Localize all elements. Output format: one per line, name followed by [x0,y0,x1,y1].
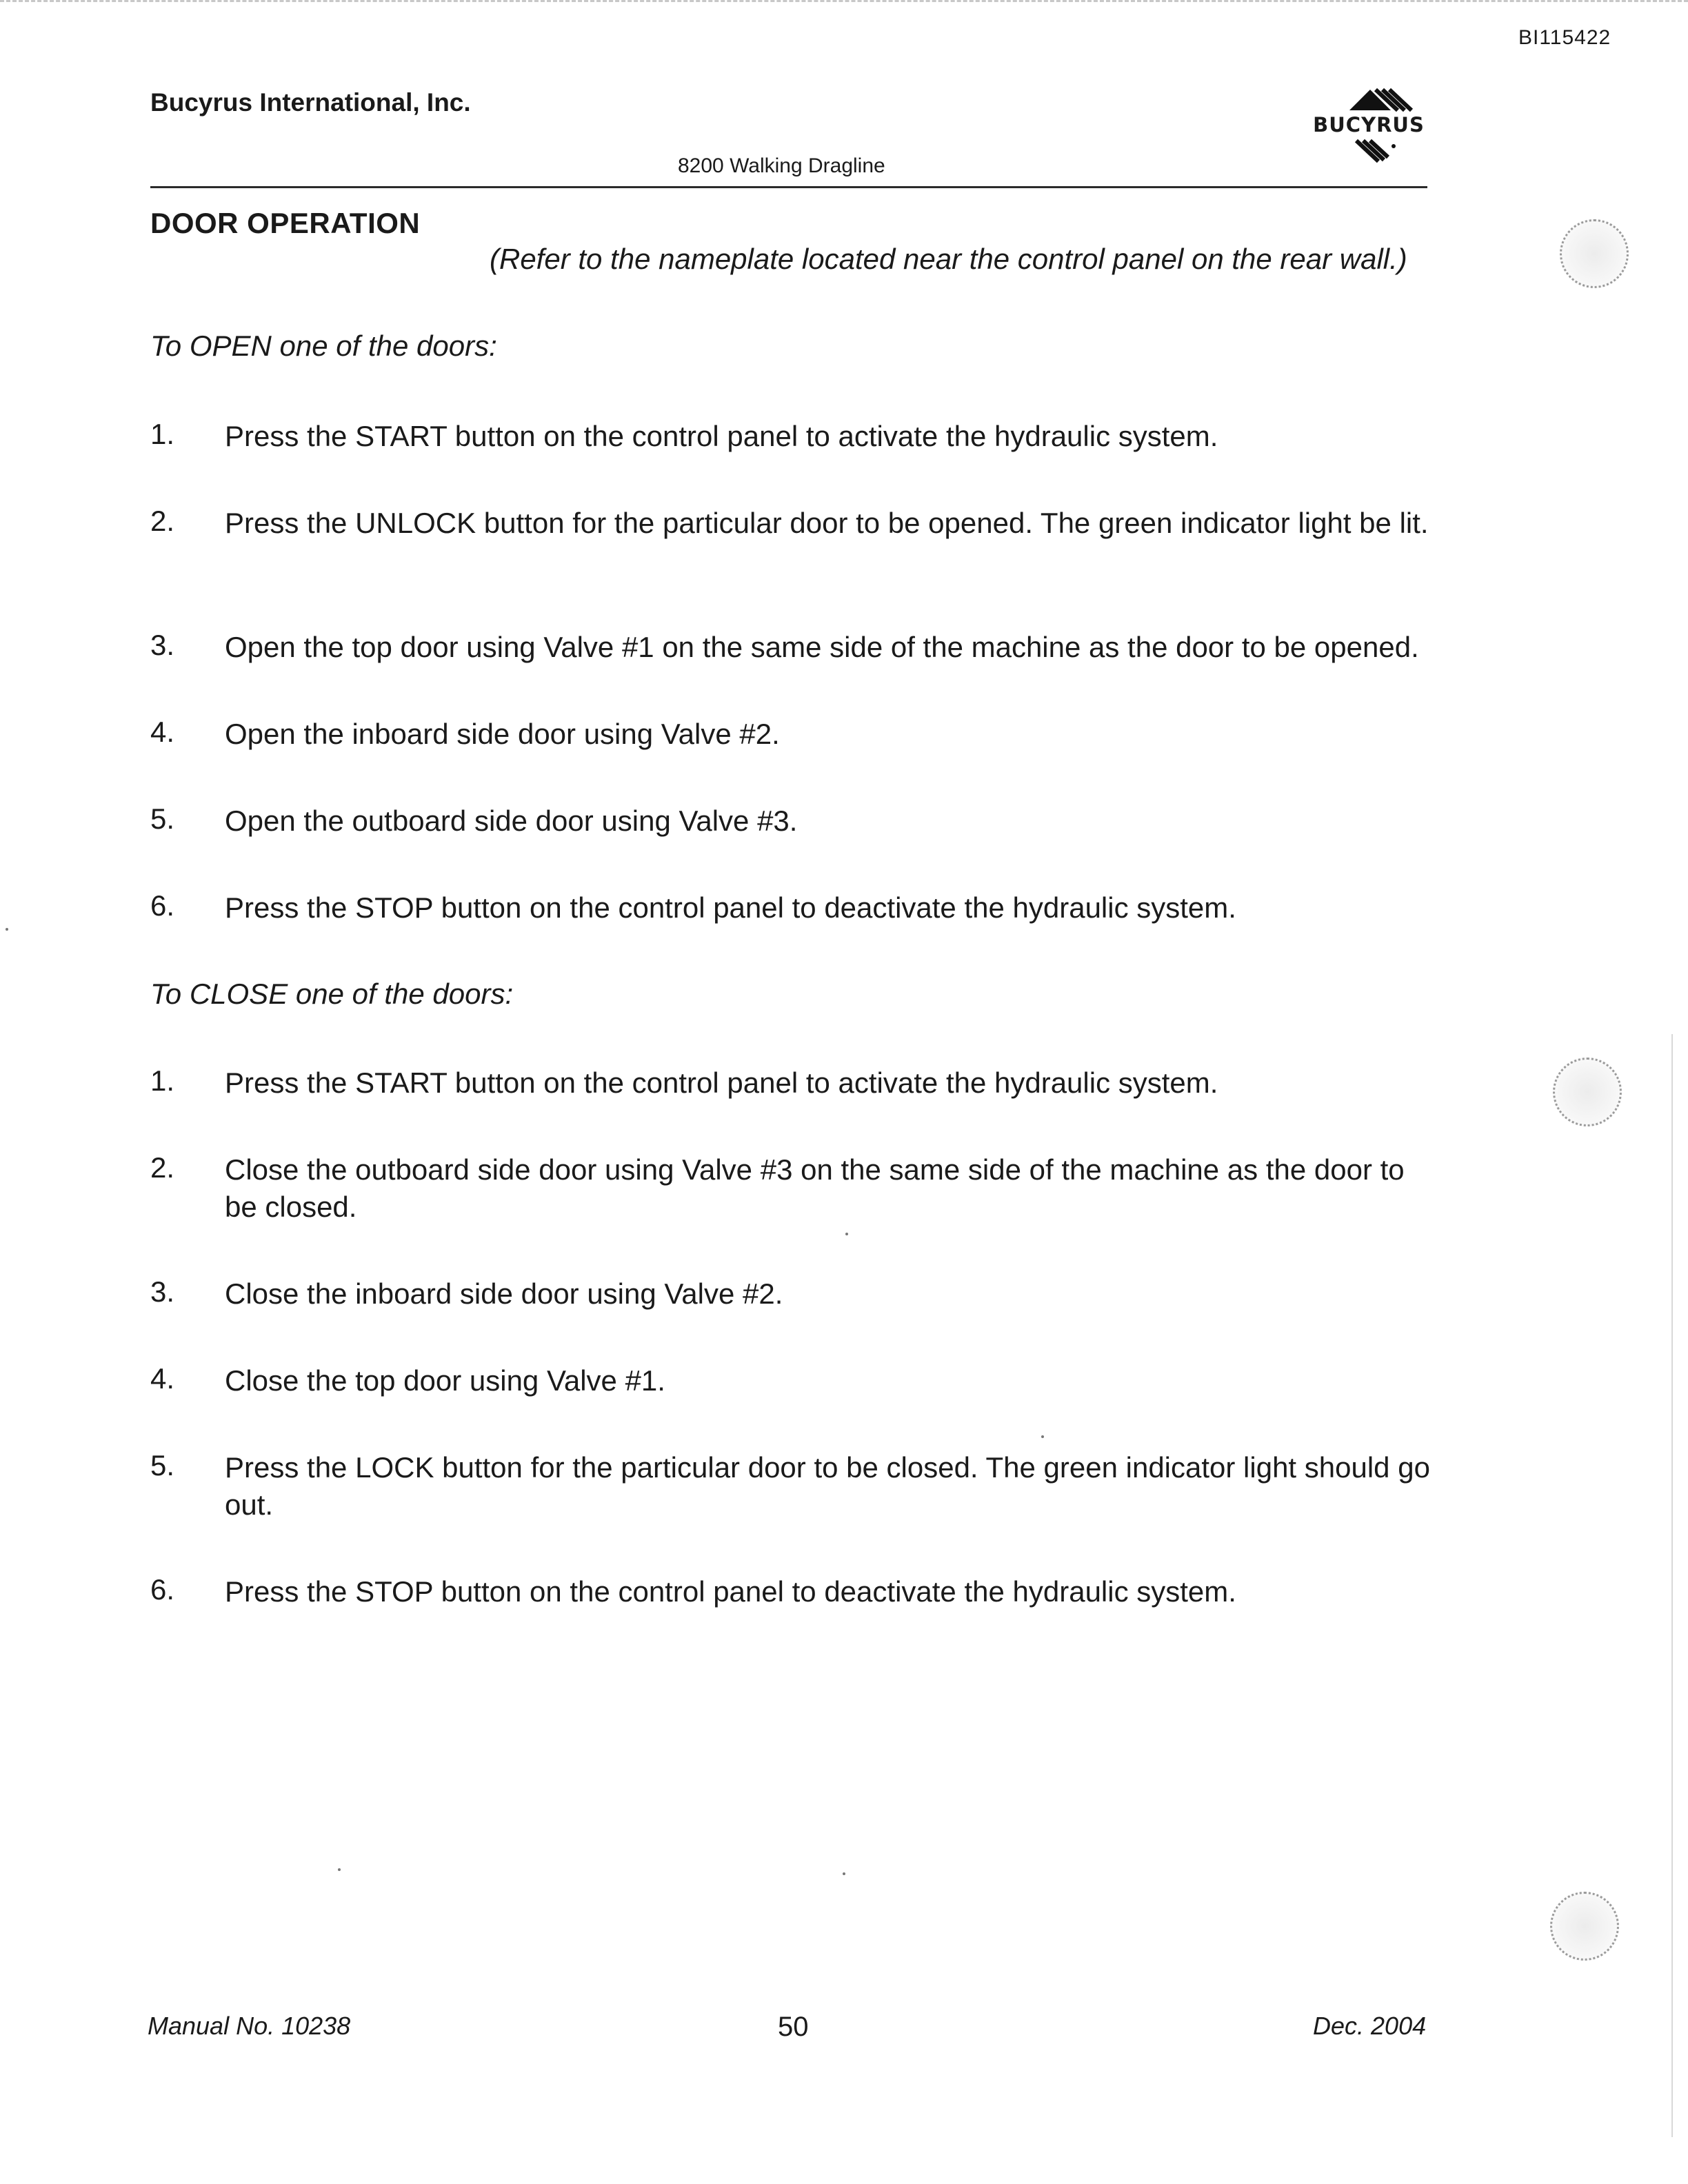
scan-speck [6,928,8,931]
scan-speck [338,1868,341,1871]
step-text: Press the START button on the control panel to activate the hydraulic system. [225,1066,1218,1099]
footer-date: Dec. 2004 [1313,2012,1427,2040]
logo-wordmark: BUCYRUS [1313,113,1425,136]
step-text: Open the top door using Valve #1 on the same side of the machine as the door to be opened. [225,631,1419,663]
step-number: 5. [150,802,175,835]
step-number: 5. [150,1449,175,1482]
step-text: Press the STOP button on the control panel to deactivate the hydraulic system. [225,1575,1236,1608]
scan-speck [1041,1435,1044,1438]
open-procedure-heading: To OPEN one of the doors: [150,330,497,362]
step-text: Open the outboard side door using Valve #3. [225,805,798,837]
header-divider [150,186,1427,188]
step-text: Press the LOCK button for the particular door to be closed. The green indicator light should go out. [225,1451,1430,1521]
step-number: 6. [150,889,175,922]
step-text: Close the inboard side door using Valve #2. [225,1277,783,1310]
step-number: 4. [150,1362,175,1395]
footer-page-number: 50 [778,2012,809,2042]
punch-hole [1550,1892,1619,1961]
section-title: DOOR OPERATION [150,207,421,239]
scan-edge-top [0,0,1688,6]
step-number: 4. [150,716,175,748]
step-text: Close the top door using Valve #1. [225,1364,665,1397]
step-number: 3. [150,1275,175,1308]
scan-speck [843,1872,845,1875]
step-number: 6. [150,1573,175,1606]
scan-speck [845,1233,848,1235]
step-text: Open the inboard side door using Valve #2. [225,718,780,750]
bucyrus-logo [1307,84,1431,167]
scan-edge-right [1671,1034,1673,2137]
step-text: Press the START button on the control panel to activate the hydraulic system. [225,420,1218,452]
step-number: 2. [150,1151,175,1184]
document-subtitle: 8200 Walking Dragline [678,154,885,177]
punch-hole [1560,219,1629,288]
step-text: Press the UNLOCK button for the particular door to be opened. The green indicator light be lit. [225,507,1429,539]
step-number: 1. [150,1064,175,1097]
step-text: Press the STOP button on the control panel to deactivate the hydraulic system. [225,891,1236,924]
company-name: Bucyrus International, Inc. [150,88,471,117]
punch-hole [1553,1058,1622,1126]
document-id: BI115422 [1518,26,1611,49]
step-number: 3. [150,629,175,661]
step-number: 2. [150,505,175,537]
step-text: Close the outboard side door using Valve #3 on the same side of the machine as the door to be closed. [225,1153,1405,1223]
footer-manual-number: Manual No. 10238 [148,2012,351,2040]
step-number: 1. [150,418,175,450]
section-note: (Refer to the nameplate located near the control panel on the rear wall.) [490,243,1407,275]
close-procedure-heading: To CLOSE one of the doors: [150,978,514,1010]
